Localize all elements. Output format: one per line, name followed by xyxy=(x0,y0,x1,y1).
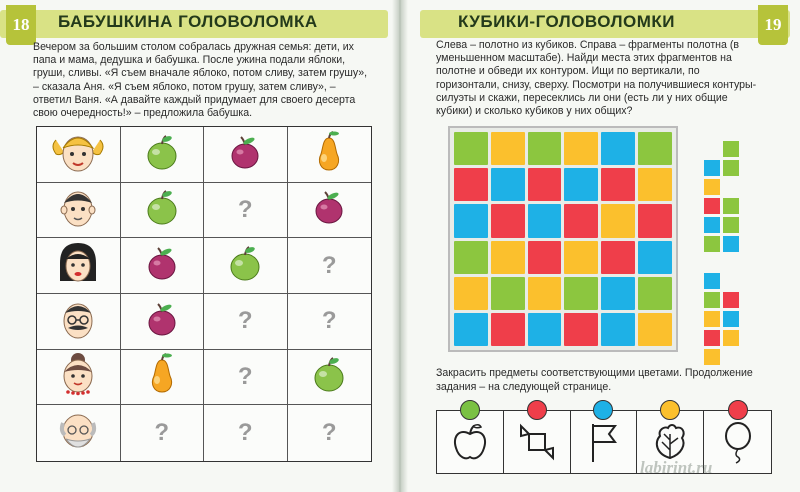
fragment-cube xyxy=(723,330,739,346)
fragment-cube xyxy=(704,179,720,195)
coloring-cell xyxy=(571,411,638,473)
fragment-cube xyxy=(704,273,720,289)
fruit-cell xyxy=(204,405,288,461)
mosaic-cube xyxy=(601,168,635,201)
mosaic-cube xyxy=(454,313,488,346)
mosaic-cube xyxy=(454,204,488,237)
person-cell xyxy=(37,127,121,183)
mosaic-cube xyxy=(601,313,635,346)
apple-icon xyxy=(144,132,180,177)
mosaic-cube xyxy=(601,204,635,237)
fruit-cell xyxy=(204,127,288,183)
coloring-strip xyxy=(436,410,772,474)
coloring-instruction: Закрасить предметы соответствующими цветами. Продолжение задания – на следующей странице. xyxy=(436,367,753,393)
plum-icon xyxy=(144,243,180,288)
mosaic-cube xyxy=(638,132,672,165)
fragment-cube xyxy=(723,311,739,327)
father-face-icon xyxy=(48,297,108,346)
mosaic-cube xyxy=(528,132,562,165)
coloring-cell xyxy=(504,411,571,473)
fruit-cell xyxy=(288,350,372,406)
girl-face-icon xyxy=(48,130,108,179)
mosaic-cube xyxy=(528,241,562,274)
mosaic-cube xyxy=(528,204,562,237)
mosaic-cube xyxy=(638,313,672,346)
left-story-text: Вечером за большим столом собралась дружная семья: дети, их папа и мама, дедушка и бабушка. После ужина подали яблоки, груши, сливы. «Я съем вначале яблоко, потом сливу, затем грушу», – сказала Аня. «Я съем яблоко, потом грушу, затем сливу», – ответил Ваня. «А давайте каждый придумает для своего десерта свою очередность!» – предложила бабушка. xyxy=(33,41,368,120)
mosaic-cube xyxy=(454,241,488,274)
mosaic-cube xyxy=(491,132,525,165)
grandfather-face-icon xyxy=(48,409,108,458)
mosaic-cube xyxy=(638,204,672,237)
mosaic-cube xyxy=(601,241,635,274)
question-mark: ? xyxy=(237,362,253,390)
person-cell xyxy=(37,350,121,406)
fruit-cell xyxy=(121,294,205,350)
plum-icon xyxy=(144,299,180,344)
mosaic-cube xyxy=(528,168,562,201)
book-spine xyxy=(392,0,408,492)
person-cell xyxy=(37,405,121,461)
watermark: labirint.ru xyxy=(640,458,713,477)
mosaic-cube xyxy=(564,313,598,346)
question-mark: ? xyxy=(154,419,170,447)
fruit-cell xyxy=(288,294,372,350)
mosaic-cube xyxy=(491,168,525,201)
mosaic-cube xyxy=(638,241,672,274)
mosaic-cube xyxy=(491,204,525,237)
fruit-cell xyxy=(288,405,372,461)
fruit-cell xyxy=(288,183,372,239)
mosaic-cube xyxy=(491,241,525,274)
coloring-cell xyxy=(437,411,504,473)
coloring-cell xyxy=(704,411,771,473)
fruit-order-table xyxy=(36,126,372,462)
person-cell xyxy=(37,294,121,350)
fragment-cube xyxy=(704,236,720,252)
mosaic-cube xyxy=(528,277,562,310)
person-cell xyxy=(37,238,121,294)
mosaic-cube xyxy=(454,277,488,310)
question-mark: ? xyxy=(237,419,253,447)
pear-icon xyxy=(144,352,180,401)
mosaic-cube xyxy=(454,132,488,165)
pear-icon xyxy=(311,130,347,179)
plum-icon xyxy=(311,187,347,232)
fragment-cube xyxy=(704,217,720,233)
fragment-cube xyxy=(723,236,739,252)
right-page-title: КУБИКИ-ГОЛОВОЛОМКИ xyxy=(458,12,675,31)
mosaic-cube xyxy=(564,277,598,310)
question-mark: ? xyxy=(321,307,337,335)
fragment-cube xyxy=(723,160,739,176)
right-task-text: Слева – полотно из кубиков. Справа – фрагменты полотна (в уменьшенном масштабе). Найди места этих фрагментов на полотне и обведи их контуром. Ищи по вертикали, по горизонтали, снизу, сверху. Посмотри на получившиеся контуры-силуэты и скажи, пересеклись ли они (есть ли у них общие кубики) и сколько кубиков у них общих? xyxy=(436,39,757,118)
fragment-cube xyxy=(704,160,720,176)
fragment-cube xyxy=(723,292,739,308)
fruit-cell xyxy=(204,183,288,239)
mosaic-cube xyxy=(564,168,598,201)
fruit-cell xyxy=(204,294,288,350)
fragment-cube xyxy=(723,217,739,233)
mosaic-cube xyxy=(491,313,525,346)
candy-outline-icon xyxy=(515,420,559,469)
mosaic-cube xyxy=(601,132,635,165)
mosaic-cube xyxy=(564,241,598,274)
plum-icon xyxy=(227,132,263,177)
fruit-cell xyxy=(204,350,288,406)
mosaic-cube xyxy=(454,168,488,201)
page-number-left: 18 xyxy=(6,5,36,45)
mosaic-cube xyxy=(638,277,672,310)
color-dot xyxy=(728,400,748,420)
balloon-outline-icon xyxy=(716,420,760,469)
fragment-cube xyxy=(704,349,720,365)
page-number-right: 19 xyxy=(758,5,788,45)
apple-icon xyxy=(144,187,180,232)
fruit-cell xyxy=(288,238,372,294)
apple-icon xyxy=(311,354,347,399)
color-dot xyxy=(460,400,480,420)
fragment-cube xyxy=(704,311,720,327)
fruit-cell xyxy=(121,405,205,461)
left-page-title: БАБУШКИНА ГОЛОВОЛОМКА xyxy=(58,12,318,31)
color-dot xyxy=(593,400,613,420)
mosaic-cube xyxy=(638,168,672,201)
flag-outline-icon xyxy=(581,420,625,469)
fragment-cube xyxy=(704,198,720,214)
person-cell xyxy=(37,183,121,239)
mosaic-cube xyxy=(528,313,562,346)
fragment-cube xyxy=(723,141,739,157)
fragment-cube xyxy=(723,198,739,214)
mother-face-icon xyxy=(48,241,108,290)
mosaic-cube xyxy=(601,277,635,310)
cube-mosaic xyxy=(448,126,678,352)
mosaic-cube xyxy=(564,132,598,165)
fruit-cell xyxy=(204,238,288,294)
fruit-cell xyxy=(121,183,205,239)
fruit-cell xyxy=(121,350,205,406)
question-mark: ? xyxy=(237,307,253,335)
question-mark: ? xyxy=(321,419,337,447)
grandmother-face-icon xyxy=(48,352,108,401)
apple-outline-icon xyxy=(448,420,492,469)
color-dot xyxy=(660,400,680,420)
question-mark: ? xyxy=(237,195,253,223)
fruit-cell xyxy=(121,127,205,183)
question-mark: ? xyxy=(321,251,337,279)
apple-icon xyxy=(227,243,263,288)
fragment-cube xyxy=(704,330,720,346)
fruit-cell xyxy=(121,238,205,294)
mosaic-cube xyxy=(564,204,598,237)
mosaic-cube xyxy=(491,277,525,310)
fragment-cube xyxy=(704,292,720,308)
boy-face-icon xyxy=(48,185,108,234)
color-dot xyxy=(527,400,547,420)
fruit-cell xyxy=(288,127,372,183)
